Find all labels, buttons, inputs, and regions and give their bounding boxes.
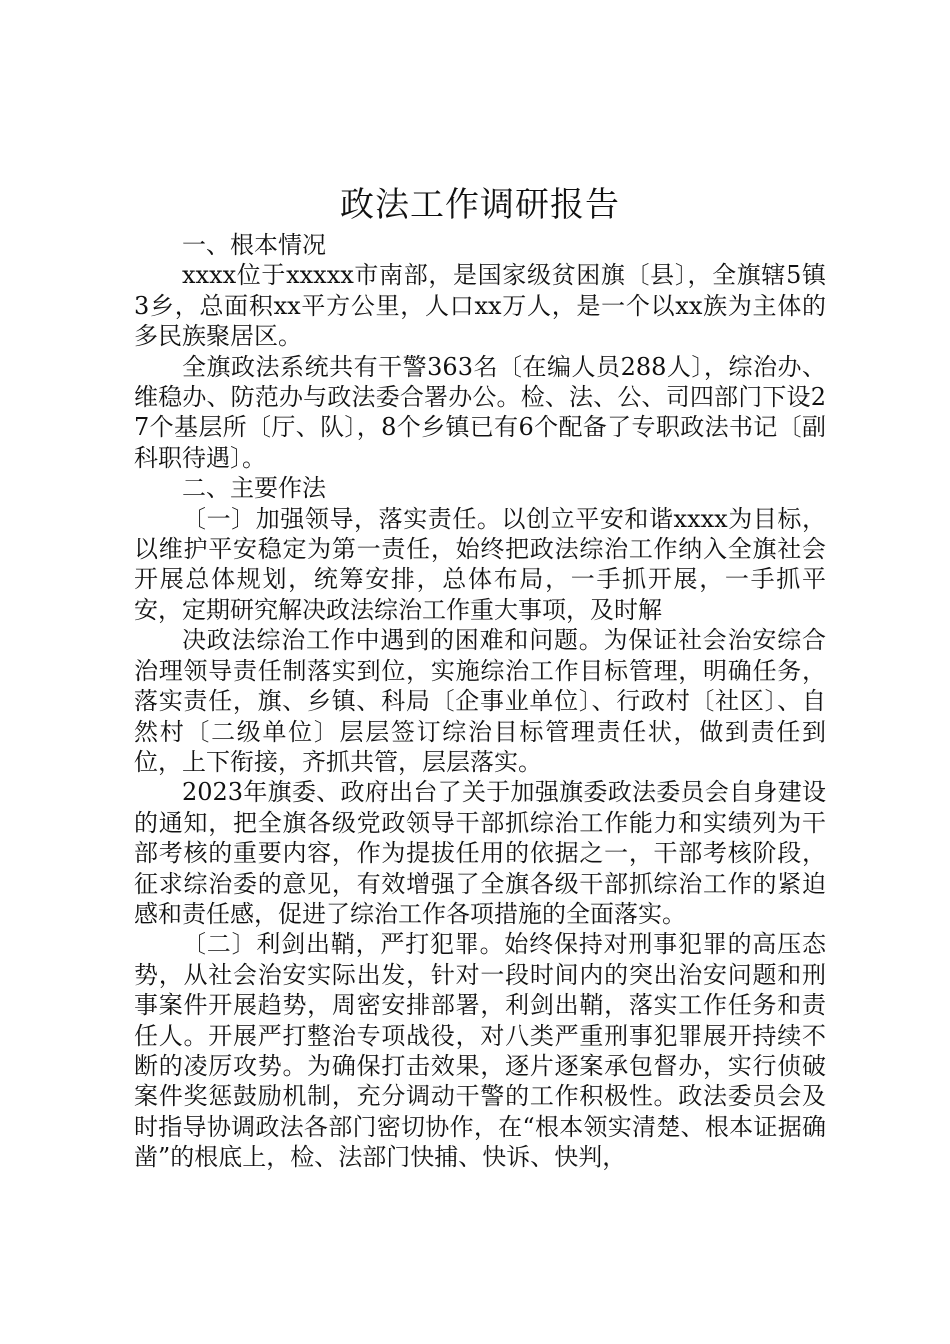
document-body xyxy=(134,180,826,1173)
paragraph-leadership: 〔一〕加强领导，落实责任。以创立平安和谐xxxx为目标，以维护平安稳定为第一责任，始终把政法综治工作纳入全旗社会开展总体规划，统筹安排，总体布局，一手抓开展，一手抓平安，定期研究解决政法综治工作重大事项，及时解 xyxy=(134,504,826,624)
paragraph-responsibility: 决政法综治工作中遇到的困难和问题。为保证社会治安综合治理领导责任制落实到位，实施综治工作目标管理，明确任务，落实责任，旗、乡镇、科局〔企事业单位〕、行政村〔社区〕、自然村〔二级单位〕层层签订综治目标管理责任状，做到责任到位，上下衔接，齐抓共管，层层落实。 xyxy=(134,626,826,776)
document-title: 政法工作调研报告 xyxy=(340,185,620,225)
paragraph-overview: xxxx位于xxxxx市南部，是国家级贫困旗〔县〕，全旗辖5镇3乡，总面积xx平方公里，人口xx万人，是一个以xx族为主体的多民族聚居区。 xyxy=(134,261,826,351)
section-heading-main-practices: 二、主要作法 xyxy=(182,474,326,503)
section-heading-basic-situation: 一、根本情况 xyxy=(182,231,326,259)
paragraph-crackdown: 〔二〕利剑出鞘，严打犯罪。始终保持对刑事犯罪的高压态势，从社会治安实际出发，针对一段时间内的突出治安问题和刑事案件开展趋势，周密安排部署，利剑出鞘，落实工作任务和责任人。开展严打整治专项战役，对八类严重刑事犯罪展开持续不断的凌厉攻势。为确保打击效果，逐片逐案承包督办，实行侦破案件奖惩鼓励机制，充分调动干警的工作积极性。政法委员会及时指导协调政法各部门密切协作，在“根本领实清楚、根本证据确凿”的根底上，检、法部门快捕、快诉、快判， xyxy=(134,930,826,1172)
paragraph-staffing: 全旗政法系统共有干警363名〔在编人员288人〕，综治办、维稳办、防范办与政法委合署办公。检、法、公、司四部门下设27个基层所〔厅、队〕，8个乡镇已有6个配备了专职政法书记〔副科职待遇〕。 xyxy=(134,352,826,472)
paragraph-2023-notice: 2023年旗委、政府出台了关于加强旗委政法委员会自身建设的通知，把全旗各级党政领导干部抓综治工作能力和实绩列为干部考核的重要内容，作为提拔任用的依据之一，干部考核阶段，征求综治委的意见，有效增强了全旗各级干部抓综治工作的紧迫感和责任感，促进了综治工作各项措施的全面落实。 xyxy=(134,778,826,928)
